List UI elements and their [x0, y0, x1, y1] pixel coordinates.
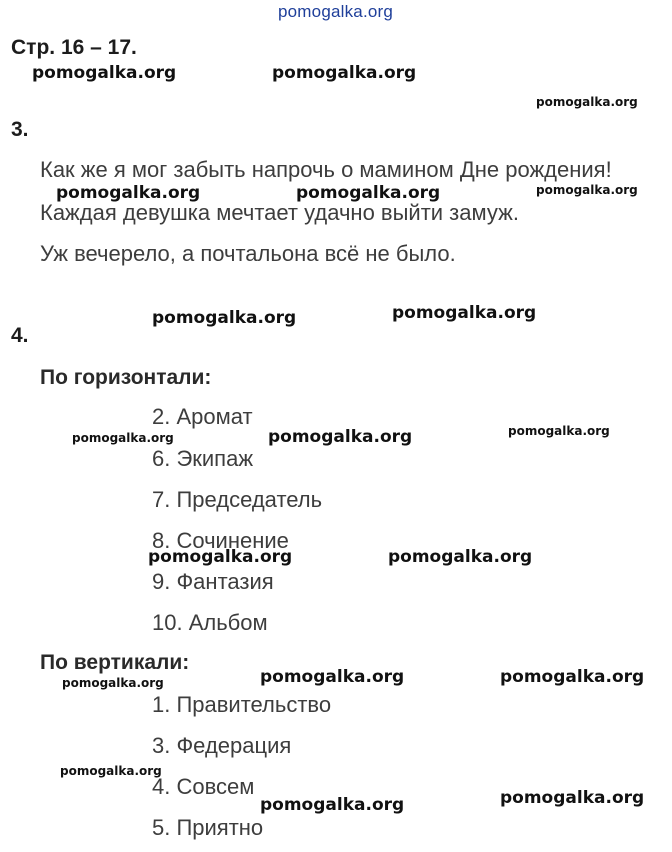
- watermark: pomogalka.org: [32, 63, 177, 83]
- watermark: pomogalka.org: [536, 95, 638, 109]
- watermark: pomogalka.org: [60, 764, 162, 778]
- watermark: pomogalka.org: [268, 427, 413, 447]
- horizontal-answer: 10. Альбом: [152, 610, 268, 635]
- task-4-number: 4.: [11, 324, 29, 347]
- watermark: pomogalka.org: [392, 303, 537, 323]
- vertical-answer: 4. Совсем: [152, 774, 255, 799]
- task-3-sentence-3: Уж вечерело, а почтальона всё не было.: [40, 241, 456, 266]
- watermark: pomogalka.org: [296, 183, 441, 203]
- watermark: pomogalka.org: [72, 431, 174, 445]
- watermark: pomogalka.org: [148, 547, 293, 567]
- watermark: pomogalka.org: [536, 183, 638, 197]
- horizontal-answer: 8. Сочинение: [152, 528, 289, 553]
- watermark: pomogalka.org: [388, 547, 533, 567]
- horizontal-answer: 7. Председатель: [152, 487, 323, 512]
- watermark: pomogalka.org: [260, 667, 405, 687]
- task-3-sentence-2: Каждая девушка мечтает удачно выйти замуж.: [40, 200, 519, 225]
- watermark: pomogalka.org: [500, 667, 645, 687]
- task-3-number: 3.: [11, 118, 29, 141]
- vertical-answer: 3. Федерация: [152, 733, 292, 758]
- horizontal-answer: 9. Фантазия: [152, 569, 274, 594]
- watermark: pomogalka.org: [272, 63, 417, 83]
- page-reference: Стр. 16 – 17.: [11, 36, 137, 59]
- vertical-heading: По вертикали:: [40, 651, 190, 674]
- vertical-answer: 1. Правительство: [152, 692, 332, 717]
- watermark: pomogalka.org: [62, 676, 164, 690]
- vertical-answer: 5. Приятно: [152, 815, 264, 840]
- horizontal-answer: 6. Экипаж: [152, 446, 254, 471]
- watermark: pomogalka.org: [508, 424, 610, 438]
- watermark: pomogalka.org: [260, 795, 405, 815]
- watermark: pomogalka.org: [152, 308, 297, 328]
- task-3-sentence-1: Как же я мог забыть напрочь о мамином Дне рождения!: [40, 157, 612, 182]
- watermark: pomogalka.org: [500, 788, 645, 808]
- horizontal-heading: По горизонтали:: [40, 366, 212, 389]
- horizontal-answer: 2. Аромат: [152, 404, 253, 429]
- watermark: pomogalka.org: [56, 183, 201, 203]
- site-watermark-header: pomogalka.org: [278, 2, 394, 21]
